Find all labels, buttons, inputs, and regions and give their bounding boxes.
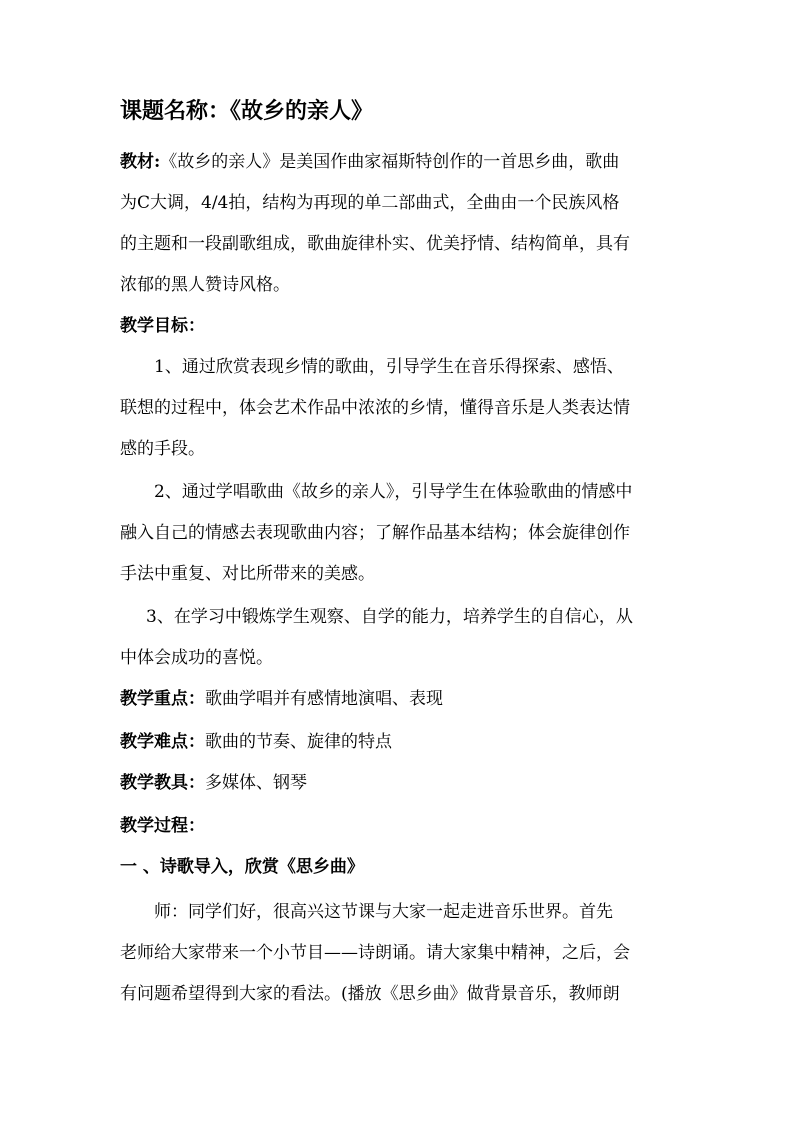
goal1-line-1: 1、通过欣赏表现乡情的歌曲，引导学生在音乐得探索、感悟、: [154, 357, 624, 377]
difficulty-text: 歌曲的节奏、旋律的特点: [205, 732, 392, 752]
section1-line-3: 有问题希望得到大家的看法。(播放《思乡曲》做背景音乐，教师朗: [120, 984, 620, 1004]
goal1-line-3: 感的手段。: [120, 439, 205, 459]
goal1-line-2: 联想的过程中，体会艺术作品中浓浓的乡情，懂得音乐是人类表达情: [120, 398, 630, 418]
material-text-1: 《故乡的亲人》是美国作曲家福斯特创作的一首思乡曲，歌曲: [160, 152, 620, 172]
section1-line-2: 老师给大家带来一个小节目——诗朗诵。请大家集中精神，之后，会: [120, 943, 630, 963]
goal2-line-2: 融入自己的情感去表现歌曲内容；了解作品基本结构；体会旋律创作: [120, 523, 630, 543]
material-line-4: 浓郁的黑人赞诗风格。: [120, 275, 290, 295]
section1-line-1: 师：同学们好，很高兴这节课与大家一起走进音乐世界。首先: [154, 902, 613, 922]
goal2-line-1: 2、通过学唱歌曲《故乡的亲人》，引导学生在体验歌曲的情感中: [154, 482, 633, 502]
material-label: 教材:: [120, 152, 161, 172]
tools-line: [120, 771, 307, 795]
goal3-line-1: 3、在学习中锻炼学生观察、自学的能力，培养学生的自信心，从: [146, 607, 633, 627]
goal2-line-3: 手法中重复、对比所带来的美感。: [120, 564, 375, 584]
material-line-3: 的主题和一段副歌组成，歌曲旋律朴实、优美抒情、结构简单，具有: [120, 234, 630, 254]
key-points-line: [120, 687, 443, 711]
tools-text: 多媒体、钢琴: [205, 773, 307, 793]
lesson-title: 课题名称：《故乡的亲人》: [120, 98, 374, 124]
material-line-1: [120, 150, 619, 174]
material-line-2: 为C大调，4/4拍，结构为再现的单二部曲式，全曲由一个民族风格: [120, 193, 620, 213]
goals-heading: 教学目标：: [120, 316, 205, 336]
difficulty-label: 教学难点：: [120, 732, 205, 752]
process-heading: 教学过程：: [120, 816, 205, 836]
difficulty-line: [120, 730, 392, 754]
section1-heading: 一 、诗歌导入，欣赏《思乡曲》: [120, 857, 364, 877]
key-points-label: 教学重点：: [120, 689, 205, 709]
tools-label: 教学教具：: [120, 773, 205, 793]
goal3-line-2: 中体会成功的喜悦。: [120, 648, 273, 668]
key-points-text: 歌曲学唱并有感情地演唱、表现: [205, 689, 443, 709]
